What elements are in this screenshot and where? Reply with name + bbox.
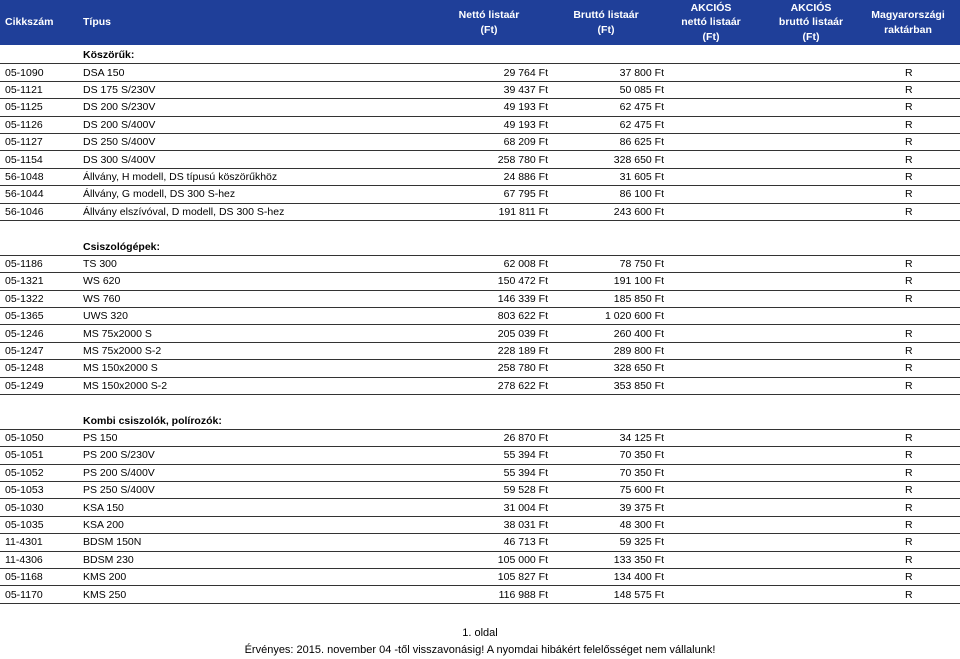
- item-code: 05-1035: [5, 518, 44, 531]
- item-code: 05-1170: [5, 588, 43, 601]
- item-type: KSA 150: [83, 501, 124, 514]
- table-row: [0, 169, 960, 186]
- stock-flag: R: [905, 571, 913, 584]
- item-code: 05-1127: [5, 136, 43, 149]
- item-code: 05-1247: [5, 344, 44, 357]
- table-row: [0, 587, 960, 604]
- item-type: DS 250 S/400V: [83, 136, 156, 149]
- item-type: MS 150x2000 S-2: [83, 379, 168, 392]
- header-akcios-netto-line: (Ft): [702, 30, 720, 43]
- item-type: Állvány, H modell, DS típusú köszörűkhöz: [83, 170, 278, 183]
- table-row: [0, 273, 960, 290]
- net-price: 258 780 Ft: [497, 362, 548, 375]
- net-price: 105 000 Ft: [497, 553, 548, 566]
- table-row: [0, 482, 960, 499]
- item-code: 05-1168: [5, 571, 43, 584]
- item-code: 56-1048: [5, 170, 44, 183]
- stock-flag: R: [905, 344, 913, 357]
- net-price: 67 795 Ft: [503, 188, 548, 201]
- item-type: WS 620: [83, 275, 121, 288]
- item-type: WS 760: [83, 292, 121, 305]
- stock-flag: R: [905, 118, 913, 131]
- net-price: 38 031 Ft: [503, 518, 548, 531]
- header-netto-line: Nettó listaár: [458, 9, 520, 21]
- item-code: 05-1030: [5, 501, 44, 514]
- table-row: [0, 256, 960, 273]
- gross-price: 148 575 Ft: [613, 588, 664, 601]
- item-type: MS 75x2000 S: [83, 327, 152, 340]
- stock-flag: R: [905, 518, 913, 531]
- section-title-row: [0, 47, 960, 64]
- item-code: 05-1126: [5, 118, 43, 131]
- section-title: Csiszológépek:: [83, 240, 161, 253]
- item-code: 05-1186: [5, 257, 43, 270]
- stock-flag: R: [905, 66, 913, 79]
- net-price: 62 008 Ft: [503, 257, 548, 270]
- net-price: 191 811 Ft: [498, 205, 548, 218]
- table-row: [0, 204, 960, 221]
- gross-price: 86 625 Ft: [619, 136, 664, 149]
- item-type: TS 300: [83, 257, 117, 270]
- table-row: [0, 534, 960, 551]
- net-price: 49 193 Ft: [503, 118, 548, 131]
- item-type: DS 200 S/230V: [83, 101, 156, 114]
- stock-flag: R: [905, 431, 913, 444]
- section-title-row: [0, 413, 960, 430]
- table-row: [0, 99, 960, 116]
- table-row: [0, 308, 960, 325]
- stock-flag: R: [905, 362, 913, 375]
- net-price: 278 622 Ft: [497, 379, 548, 392]
- gross-price: 31 605 Ft: [619, 170, 664, 183]
- header-brutto-line: (Ft): [597, 23, 615, 36]
- net-price: 59 528 Ft: [503, 484, 548, 497]
- item-type: DS 175 S/230V: [83, 83, 156, 96]
- header-cikkszam-label: Cikkszám: [5, 16, 54, 29]
- net-price: 55 394 Ft: [503, 449, 548, 462]
- net-price: 68 209 Ft: [503, 136, 548, 149]
- header-akcios-brutto-line: bruttó listaár: [778, 16, 844, 29]
- stock-flag: R: [905, 83, 913, 96]
- section-title: Köszörűk:: [83, 49, 135, 62]
- item-code: 05-1090: [5, 66, 44, 79]
- item-code: 05-1249: [5, 379, 44, 392]
- net-price: 31 004 Ft: [503, 501, 548, 514]
- table-row: [0, 65, 960, 82]
- table-row: [0, 569, 960, 586]
- table-row: [0, 82, 960, 99]
- stock-flag: R: [905, 136, 913, 149]
- item-code: 05-1125: [5, 101, 43, 114]
- stock-flag: R: [905, 501, 913, 514]
- gross-price: 70 350 Ft: [619, 466, 664, 479]
- gross-price: 70 350 Ft: [619, 449, 664, 462]
- stock-flag: R: [905, 327, 913, 340]
- item-code: 05-1246: [5, 327, 44, 340]
- page-number: 1. oldal: [462, 627, 498, 639]
- stock-flag: R: [905, 292, 913, 305]
- net-price: 26 870 Ft: [503, 431, 548, 444]
- stock-flag: R: [905, 275, 913, 288]
- item-code: 05-1121: [5, 83, 43, 96]
- stock-flag: R: [905, 553, 913, 566]
- table-row: [0, 152, 960, 169]
- gross-price: 191 100 Ft: [613, 275, 664, 288]
- header-brutto-line: Bruttó listaár: [573, 9, 639, 21]
- table-row: [0, 360, 960, 377]
- table-row: [0, 378, 960, 395]
- item-type: KMS 250: [83, 588, 127, 601]
- item-type: MS 75x2000 S-2: [83, 344, 162, 357]
- table-row: [0, 343, 960, 360]
- stock-flag: R: [905, 257, 913, 270]
- table-row: [0, 186, 960, 203]
- net-price: 258 780 Ft: [497, 153, 548, 166]
- section-title-row: [0, 239, 960, 256]
- net-price: 105 827 Ft: [497, 571, 548, 584]
- item-type: DS 300 S/400V: [83, 153, 156, 166]
- table-row: [0, 517, 960, 534]
- gross-price: 353 850 Ft: [613, 379, 664, 392]
- stock-flag: R: [905, 188, 913, 201]
- gross-price: 34 125 Ft: [619, 431, 664, 444]
- table-row: [0, 465, 960, 482]
- item-code: 05-1050: [5, 431, 44, 444]
- net-price: 146 339 Ft: [497, 292, 548, 305]
- item-type: PS 200 S/400V: [83, 466, 155, 479]
- header-raktar-line: raktárban: [884, 23, 932, 36]
- table-row: [0, 291, 960, 308]
- item-code: 56-1044: [5, 188, 44, 201]
- gross-price: 1 020 600 Ft: [605, 310, 664, 323]
- gross-price: 62 475 Ft: [619, 101, 664, 114]
- gross-price: 37 800 Ft: [619, 66, 664, 79]
- stock-flag: R: [905, 466, 913, 479]
- table-row: [0, 500, 960, 517]
- header-akcios-netto-line: AKCIÓS: [690, 1, 732, 14]
- net-price: 228 189 Ft: [497, 344, 548, 357]
- net-price: 46 713 Ft: [503, 536, 548, 549]
- stock-flag: R: [905, 588, 913, 601]
- item-type: DSA 150: [83, 66, 125, 79]
- stock-flag: R: [905, 153, 913, 166]
- net-price: 55 394 Ft: [503, 466, 548, 479]
- item-type: KMS 200: [83, 571, 127, 584]
- item-code: 11-4306: [5, 553, 43, 566]
- table-row: [0, 552, 960, 569]
- net-price: 116 988 Ft: [498, 588, 548, 601]
- item-type: BDSM 230: [83, 553, 134, 566]
- stock-flag: R: [905, 205, 913, 218]
- item-code: 05-1322: [5, 292, 44, 305]
- header-akcios-netto-line: nettó listaár: [681, 16, 741, 29]
- net-price: 39 437 Ft: [503, 83, 548, 96]
- item-code: 05-1248: [5, 362, 44, 375]
- net-price: 29 764 Ft: [503, 66, 548, 79]
- gross-price: 133 350 Ft: [613, 553, 664, 566]
- stock-flag: R: [905, 536, 913, 549]
- item-type: KSA 200: [83, 518, 124, 531]
- item-code: 05-1053: [5, 484, 44, 497]
- item-type: Állvány elszívóval, D modell, DS 300 S-hez: [83, 205, 285, 218]
- gross-price: 78 750 Ft: [619, 257, 664, 270]
- gross-price: 134 400 Ft: [613, 571, 664, 584]
- item-code: 05-1365: [5, 310, 44, 323]
- section-title: Kombi csiszolók, polírozók:: [83, 414, 222, 427]
- item-code: 05-1154: [5, 153, 43, 166]
- stock-flag: R: [905, 379, 913, 392]
- table-row: [0, 117, 960, 134]
- gross-price: 260 400 Ft: [613, 327, 664, 340]
- item-type: PS 250 S/400V: [83, 484, 155, 497]
- item-type: BDSM 150N: [83, 536, 142, 549]
- header-netto-line: (Ft): [480, 23, 498, 36]
- validity-note: Érvényes: 2015. november 04 -től visszavonásig! A nyomdai hibákért felelősséget nem vállalunk!: [244, 644, 716, 656]
- table-row: [0, 430, 960, 447]
- header-raktar-line: Magyarországi: [871, 9, 945, 21]
- gross-price: 50 085 Ft: [619, 83, 664, 96]
- gross-price: 185 850 Ft: [613, 292, 664, 305]
- stock-flag: R: [905, 449, 913, 462]
- stock-flag: R: [905, 170, 913, 183]
- gross-price: 289 800 Ft: [613, 344, 664, 357]
- gross-price: 62 475 Ft: [619, 118, 664, 131]
- header-tipus-label: Típus: [83, 16, 111, 29]
- table-row: [0, 326, 960, 343]
- net-price: 803 622 Ft: [497, 310, 548, 323]
- gross-price: 86 100 Ft: [619, 188, 664, 201]
- net-price: 150 472 Ft: [497, 275, 548, 288]
- item-type: MS 150x2000 S: [83, 362, 158, 375]
- net-price: 205 039 Ft: [497, 327, 548, 340]
- header-akcios-brutto-line: AKCIÓS: [790, 1, 832, 14]
- item-type: UWS 320: [83, 310, 128, 323]
- stock-flag: R: [905, 484, 913, 497]
- item-code: 05-1321: [5, 275, 44, 288]
- item-code: 05-1051: [5, 449, 44, 462]
- stock-flag: R: [905, 101, 913, 114]
- gross-price: 39 375 Ft: [619, 501, 664, 514]
- gross-price: 243 600 Ft: [613, 205, 664, 218]
- table-row: [0, 134, 960, 151]
- item-type: Állvány, G modell, DS 300 S-hez: [83, 188, 236, 201]
- item-type: PS 200 S/230V: [83, 449, 155, 462]
- gross-price: 59 325 Ft: [619, 536, 664, 549]
- item-type: DS 200 S/400V: [83, 118, 156, 131]
- header-akcios-brutto-line: (Ft): [802, 30, 820, 43]
- item-type: PS 150: [83, 431, 118, 444]
- gross-price: 75 600 Ft: [619, 484, 664, 497]
- gross-price: 328 650 Ft: [613, 362, 664, 375]
- net-price: 24 886 Ft: [503, 170, 548, 183]
- item-code: 05-1052: [5, 466, 44, 479]
- item-code: 56-1046: [5, 205, 44, 218]
- gross-price: 328 650 Ft: [613, 153, 664, 166]
- item-code: 11-4301: [5, 536, 43, 549]
- table-row: [0, 447, 960, 464]
- net-price: 49 193 Ft: [503, 101, 548, 114]
- gross-price: 48 300 Ft: [619, 518, 664, 531]
